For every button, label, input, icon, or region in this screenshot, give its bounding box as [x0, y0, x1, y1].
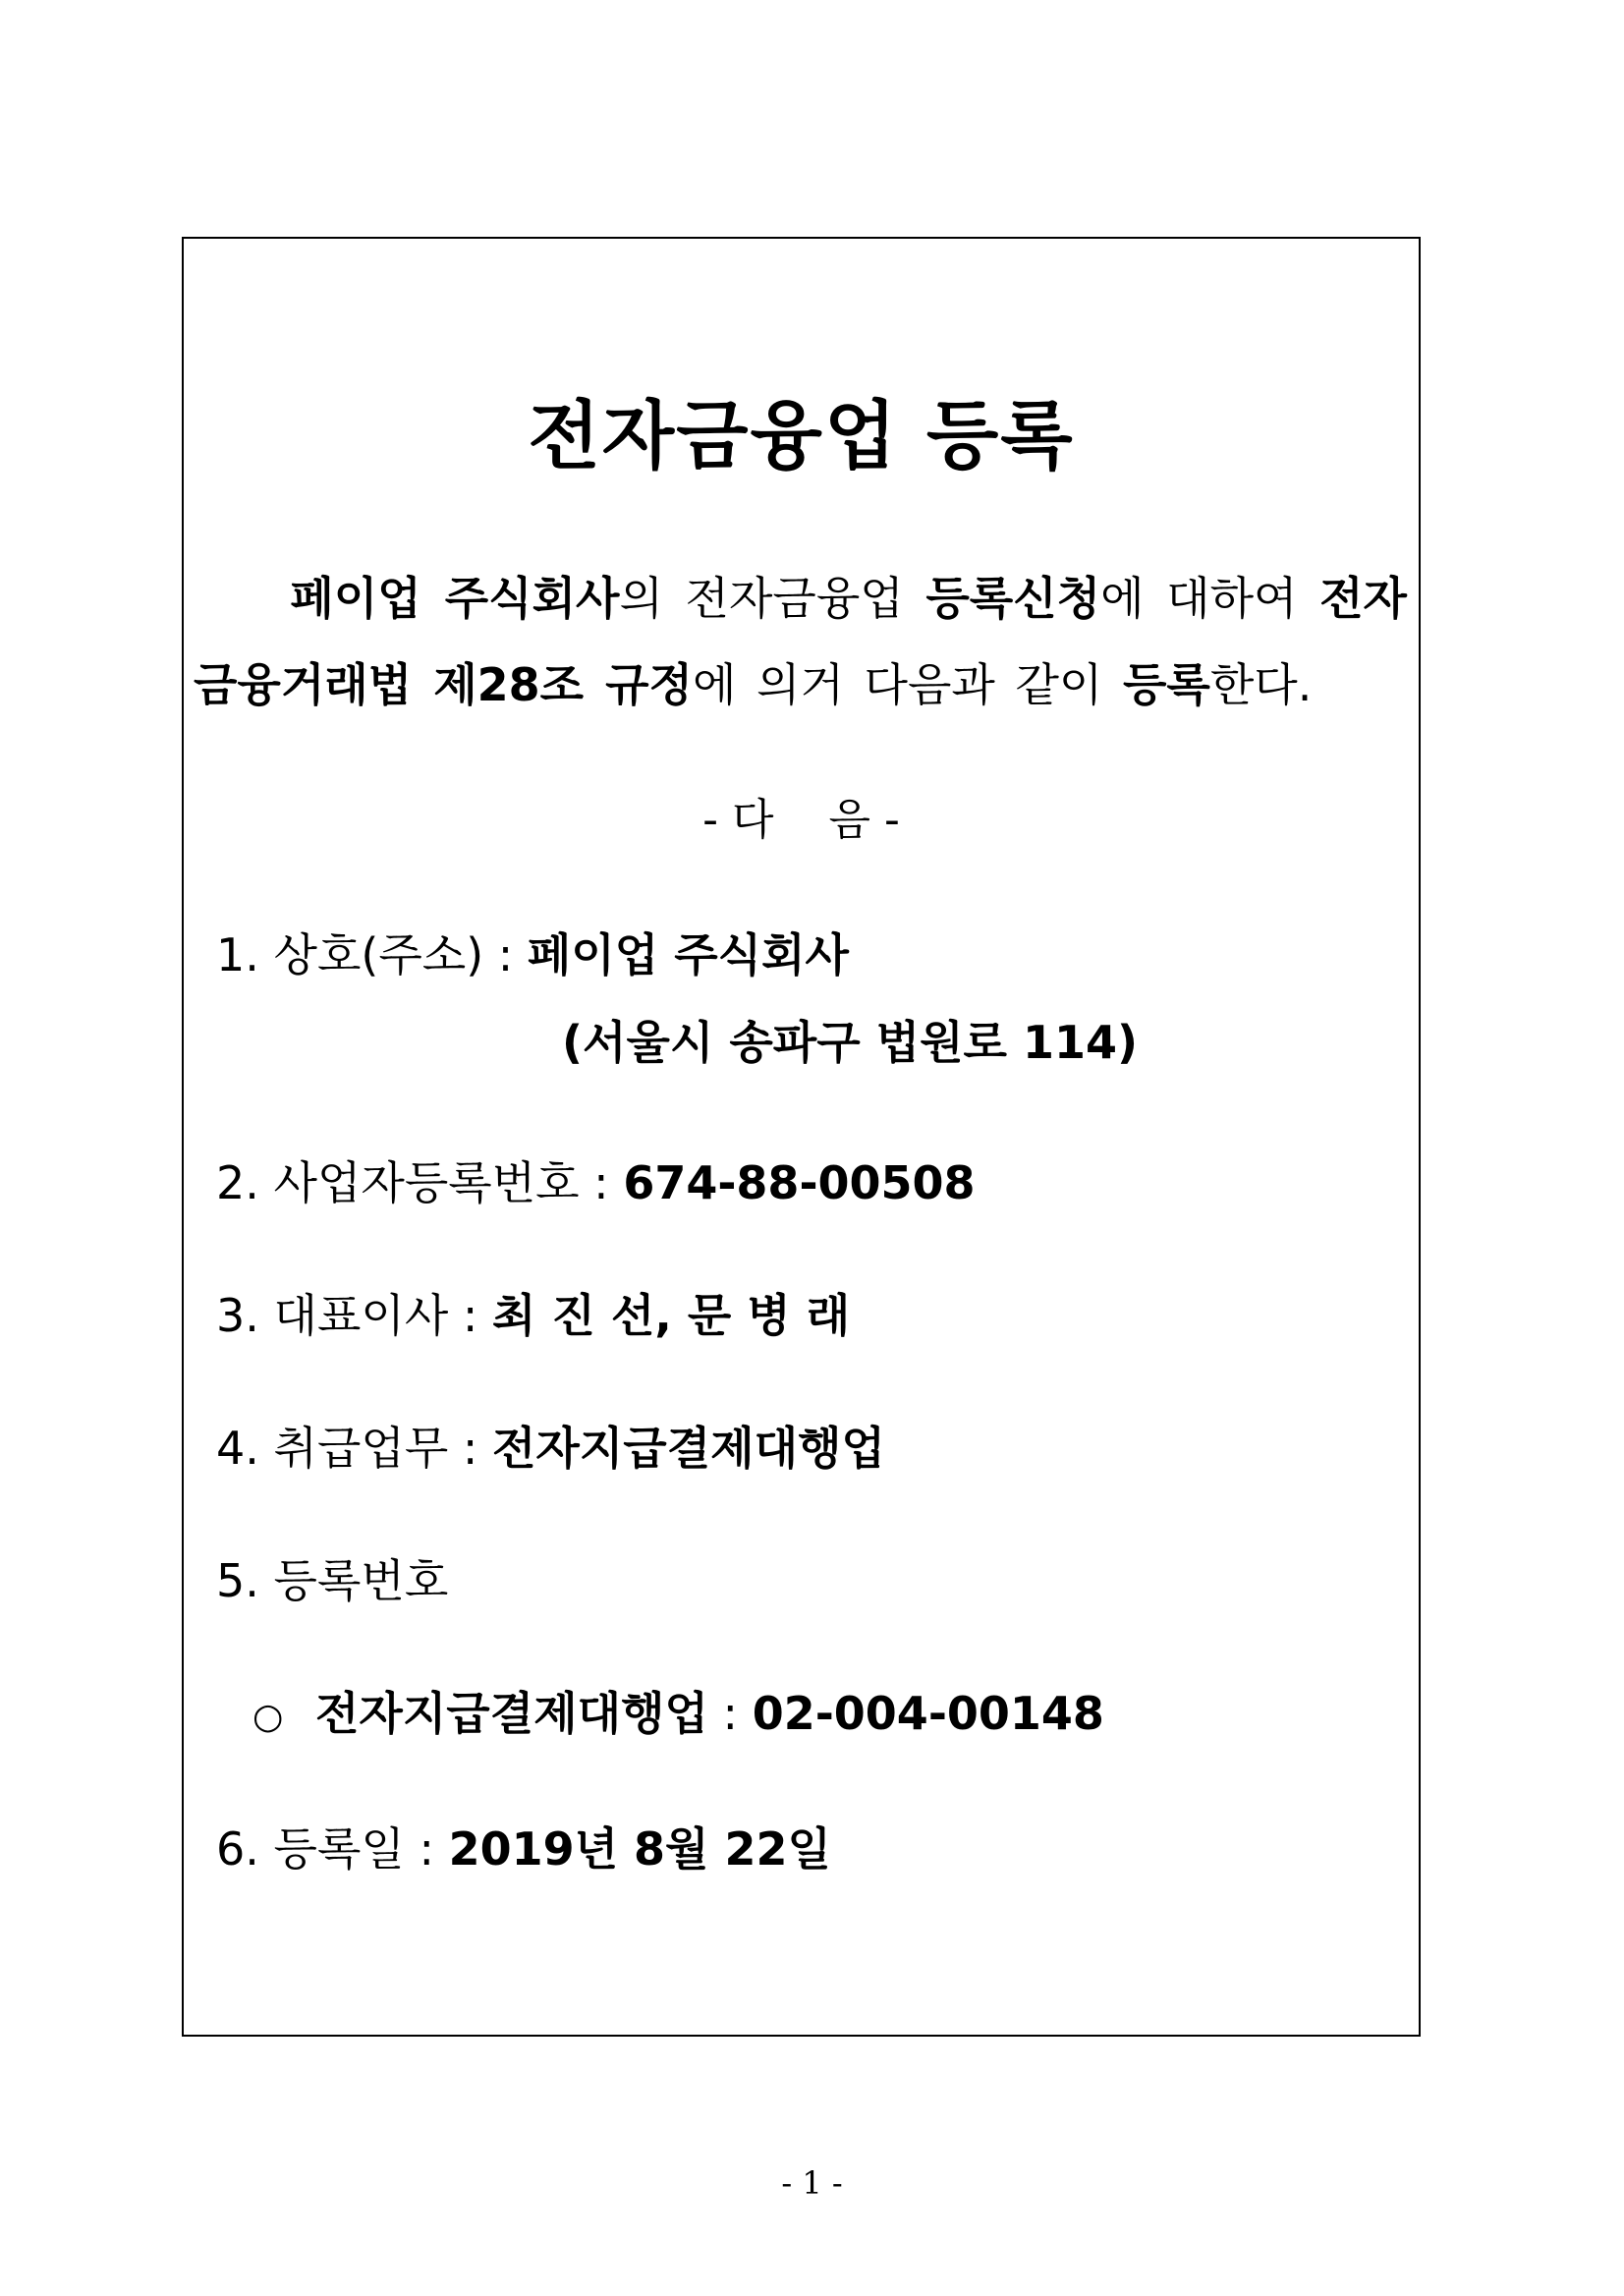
- item-company-name-value: 페이업 주식회사: [527, 928, 849, 981]
- item-ceo: [216, 1280, 850, 1345]
- item-company-address-value: (서울시 송파구 법원로 114): [562, 1016, 1139, 1069]
- intro-text-3: 에 의거 다음과 같이: [692, 658, 1123, 711]
- item-business-number-value: 674-88-00508: [623, 1156, 976, 1209]
- intro-law-end: 금융거래법 제28조 규정: [194, 658, 693, 711]
- item-registration-date-label: 6. 등록일 :: [216, 1822, 449, 1876]
- item-ceo-label: 3. 대표이사 :: [216, 1289, 492, 1342]
- intro-line-2: [194, 649, 1409, 714]
- page-number: - 1 -: [781, 2164, 843, 2202]
- item-registration-number-label: 5. 등록번호: [216, 1554, 449, 1607]
- item-registration-number-entry: [252, 1678, 1104, 1743]
- item-registration-number-separator: :: [707, 1687, 753, 1740]
- section-heading: - 다 음 -: [702, 795, 900, 845]
- item-company-name-label: 1. 상호(주소) :: [216, 928, 528, 981]
- document-title: 전자금융업 등록: [528, 392, 1075, 479]
- item-registration-number-value: 02-004-00148: [752, 1687, 1104, 1740]
- item-business-type-label: 4. 취급업무 :: [216, 1422, 492, 1475]
- intro-text-1: 의 전자금융업: [619, 572, 926, 625]
- intro-text-2: 에 대하여: [1100, 572, 1320, 625]
- item-business-number-label: 2. 사업자등록번호 :: [216, 1156, 624, 1209]
- item-registration-date: [216, 1814, 831, 1878]
- item-ceo-value: 최 진 선, 문 병 래: [492, 1289, 851, 1342]
- document-frame: [182, 237, 1421, 2037]
- item-business-type-value: 전자지급결제대행업: [492, 1422, 885, 1475]
- item-company-name: [216, 920, 849, 984]
- item-registration-number: [216, 1545, 448, 1610]
- intro-line-1: [194, 563, 1409, 628]
- intro-law-start: 전자: [1319, 572, 1407, 625]
- item-business-number: [216, 1148, 976, 1212]
- item-company-address: [562, 1007, 1138, 1072]
- bullet-circle-icon: ○: [252, 1697, 284, 1737]
- intro-apply: 등록신청: [925, 572, 1101, 625]
- item-registration-number-type: 전자지급결제대행업: [315, 1687, 708, 1740]
- item-registration-date-value: 2019년 8월 22일: [448, 1822, 831, 1876]
- intro-text-4: 한다.: [1209, 658, 1313, 711]
- item-business-type: [216, 1413, 885, 1478]
- intro-register: 등록: [1122, 658, 1210, 711]
- intro-company: 페이업 주식회사: [290, 572, 620, 625]
